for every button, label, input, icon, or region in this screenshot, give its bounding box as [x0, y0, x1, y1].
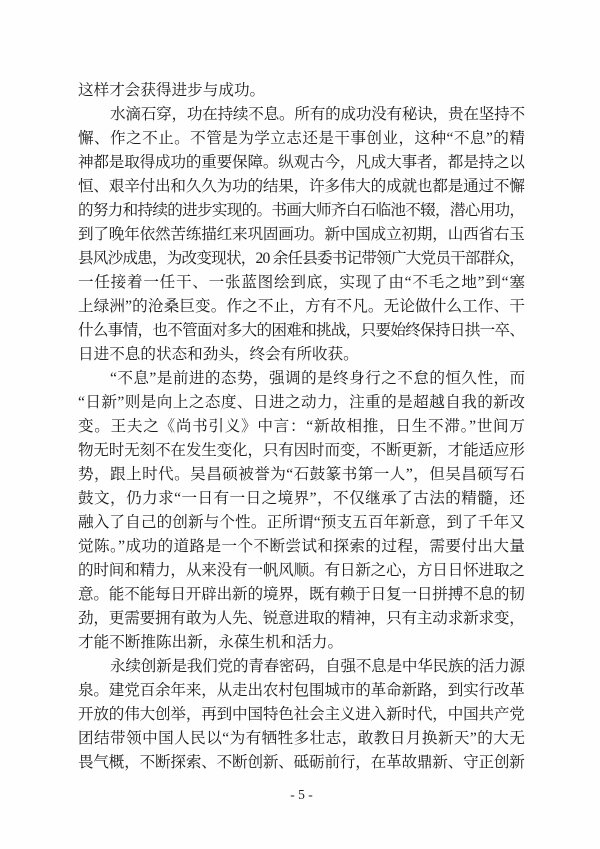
text-line-content: 意。能不能每日开辟出新的境界，既有赖于日复一日拼搏不息的韧 [78, 586, 525, 603]
text-line-content: 的努力和持续的进步实现的。书画大师齐白石临池不辍，潜心用功， [78, 202, 525, 219]
text-line [78, 79, 525, 103]
text-line [78, 559, 525, 583]
text-line [78, 607, 525, 631]
text-line-content: 什么事情，也不管面对多大的困难和挑战，只要始终保持日拱一卒、 [78, 322, 525, 339]
text-line [78, 127, 525, 151]
text-line [78, 439, 525, 463]
text-line-content: 劲，更需要拥有敢为人先、锐意进取的精神，只有主动求新求变， [78, 610, 525, 627]
text-line-content: 才能不断推陈出新，永葆生机和活力。 [78, 634, 344, 651]
text-line-content: “不息”是前进的态势，强调的是终身行之不怠的恒久性，而 [110, 370, 526, 387]
text-line-content: 上绿洲”的沧桑巨变。作之不止，方有不凡。无论做什么工作、干 [78, 298, 526, 315]
text-line-content: 团结带领中国人民以“为有牺牲多壮志，敢教日月换新天”的大无 [78, 730, 526, 747]
text-line [78, 343, 525, 367]
text-line-content: 县风沙成患，为改变现状，20 余任县委书记带领广大党员干部群众， [78, 250, 525, 267]
text-line [78, 655, 525, 679]
text-line-content: 变。王夫之《尚书引义》中言：“新故相推，日生不滞。”世间万 [78, 418, 526, 435]
text-line [78, 679, 525, 703]
text-line [78, 295, 525, 319]
text-line-content: 到了晚年依然苦练描红来巩固画功。新中国成立初期，山西省右玉 [78, 226, 525, 243]
text-line-content: 觉陈。”成功的道路是一个不断尝试和探索的过程，需要付出大量 [78, 538, 526, 555]
text-line-content: 日进不息的状态和劲头，终会有所收获。 [78, 346, 359, 363]
text-line [78, 367, 525, 391]
text-line-content: 鼓文，仍力求“一日有一日之境界”，不仅继承了古法的精髓，还 [78, 490, 526, 507]
text-line-content: 物无时无刻不在发生变化，只有因时而变，不断更新，才能适应形 [78, 442, 525, 459]
text-line-content: 融入了自己的创新与个性。正所谓“预支五百年新意，到了千年又 [78, 514, 526, 531]
text-line [78, 535, 525, 559]
page-number: - 5 - [290, 787, 313, 802]
text-line [78, 199, 525, 223]
text-line [78, 247, 525, 271]
text-line-content: 的时间和精力，从来没有一帆风顺。有日新之心，方日日怀进取之 [78, 562, 525, 579]
text-line-content: 这样才会获得进步与成功。 [78, 82, 266, 99]
text-line-content: 懈、作之不止。不管是为学立志还是干事创业，这种“不息”的精 [78, 130, 526, 147]
text-line [78, 319, 525, 343]
text-line-content: “日新”则是向上之态度、日进之动力，注重的是超越自我的新改 [78, 394, 526, 411]
text-line [78, 271, 525, 295]
text-line [78, 751, 525, 775]
document-body [78, 79, 525, 775]
text-line [78, 415, 525, 439]
text-line-content: 神都是取得成功的重要保障。纵观古今，凡成大事者，都是持之以 [78, 154, 525, 171]
text-line-content: 永续创新是我们党的青春密码，自强不息是中华民族的活力源 [110, 658, 525, 675]
text-line [78, 703, 525, 727]
text-line [78, 631, 525, 655]
text-line-content: 水滴石穿，功在持续不息。所有的成功没有秘诀，贵在坚持不 [110, 106, 525, 123]
text-line [78, 727, 525, 751]
text-line-content: 一任接着一任干、一张蓝图绘到底，实现了由“不毛之地”到“塞 [78, 274, 526, 291]
text-line [78, 511, 525, 535]
text-line [78, 103, 525, 127]
text-line-content: 开放的伟大创举，再到中国特色社会主义进入新时代，中国共产党 [78, 706, 525, 723]
text-line-content: 泉。建党百余年来，从走出农村包围城市的革命新路，到实行改革 [78, 682, 525, 699]
text-line [78, 223, 525, 247]
text-line [78, 175, 525, 199]
text-line [78, 463, 525, 487]
text-line-content: 恒、艰辛付出和久久为功的结果，许多伟大的成就也都是通过不懈 [78, 178, 525, 195]
text-line-content: 势，跟上时代。吴昌硕被誉为“石鼓篆书第一人”，但吴昌硕写石 [78, 466, 526, 483]
text-line [78, 151, 525, 175]
text-line [78, 487, 525, 511]
text-line [78, 583, 525, 607]
text-line [78, 391, 525, 415]
text-line-content: 畏气概，不断探索、不断创新、砥砺前行，在革故鼎新、守正创新 [78, 754, 525, 771]
